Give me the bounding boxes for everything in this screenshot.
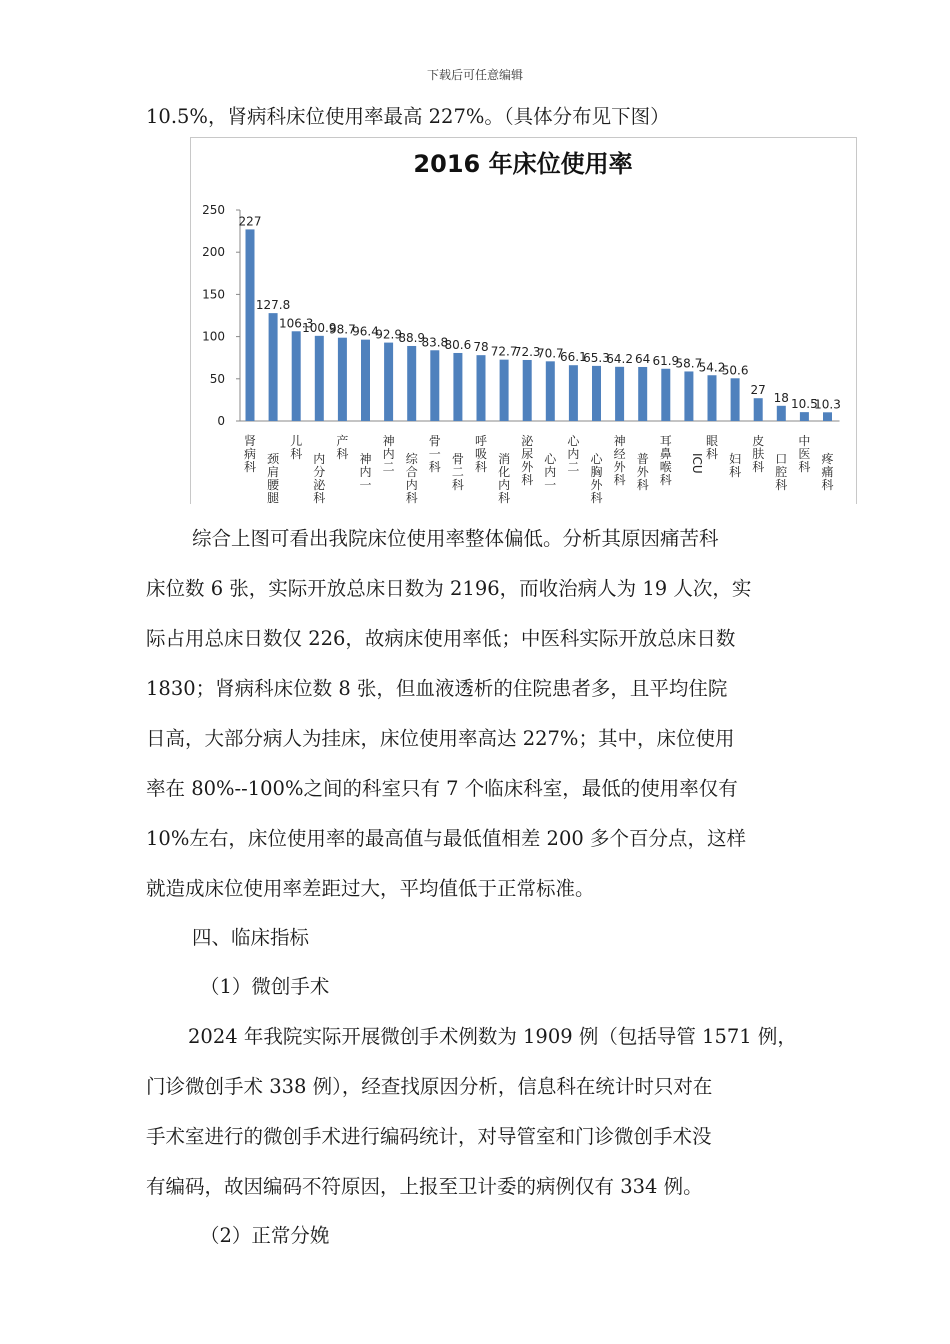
x-tick-label: 颈肩腰腿 <box>267 452 280 504</box>
x-tick-label: 口腔科 <box>775 452 788 492</box>
data-label: 72.3 <box>513 344 541 359</box>
data-label: 50.6 <box>721 363 749 378</box>
x-tick-label: 消化内科 <box>498 452 511 504</box>
y-tick-label: 150 <box>202 287 225 302</box>
paragraph-line: 际占用总床日数仅 226，故病床使用率低；中医科实际开放总床日数 <box>146 627 736 650</box>
data-label: 98.7 <box>329 322 356 337</box>
page-header-note: 下载后可任意编辑 <box>426 68 523 82</box>
y-tick-label: 250 <box>202 203 225 217</box>
x-tick-label: 神内二 <box>382 434 395 474</box>
chart-title: 2016 年床位使用率 <box>413 150 633 178</box>
data-label: 227 <box>238 214 262 229</box>
paragraph-line: 综合上图可看出我院床位使用率整体偏低。分析其原因痛苦科 <box>192 527 719 550</box>
bar <box>546 361 555 421</box>
x-tick-label: 中医科 <box>798 434 811 474</box>
bed-usage-chart <box>190 137 857 504</box>
x-tick-label: 肾病科 <box>243 434 257 474</box>
data-label: 92.9 <box>375 327 402 342</box>
bar <box>500 360 509 421</box>
bar <box>384 343 393 421</box>
data-label: 100.9 <box>302 320 337 335</box>
x-tick-label: 眼科 <box>705 434 719 461</box>
bar <box>615 367 624 421</box>
data-label: 80.6 <box>444 337 472 352</box>
data-label: 10.3 <box>814 397 841 412</box>
paragraph-line: 10%左右，床位使用率的最高值与最低值相差 200 多个百分点，这样 <box>146 827 746 850</box>
y-tick-label: 0 <box>217 414 225 428</box>
paragraph-line: 床位数 6 张，实际开放总床日数为 2196，而收治病人为 19 人次，实 <box>146 577 752 600</box>
section-heading-4: 四、临床指标 <box>192 926 310 949</box>
chart-canvas <box>191 138 856 504</box>
paragraph-line: 就造成床位使用率差距过大，平均值低于正常标准。 <box>146 877 595 900</box>
data-label: 54.2 <box>698 360 726 375</box>
bar <box>315 336 324 421</box>
y-tick-label: 200 <box>202 245 225 260</box>
data-label: 78 <box>473 340 489 355</box>
data-label: 65.3 <box>583 350 610 365</box>
paragraph-line: 1830；肾病科床位数 8 张，但血液透析的住院患者多，且平均住院 <box>146 677 728 700</box>
data-label: 88.9 <box>398 330 426 345</box>
intro-line: 10.5%，肾病科床位使用率最高 227%。（具体分布见下图） <box>146 105 670 128</box>
bar <box>523 360 532 421</box>
x-tick-label: 骨二科 <box>451 452 464 492</box>
bar <box>823 412 832 421</box>
bar <box>638 367 647 421</box>
data-label: 64.2 <box>606 351 633 366</box>
subheading-normal-delivery: （2）正常分娩 <box>200 1224 330 1247</box>
paragraph-line: 有编码，故因编码不符原因，上报至卫计委的病例仅有 334 例。 <box>146 1175 703 1198</box>
data-label: 70.7 <box>536 346 564 361</box>
x-tick-label: 综合内科 <box>405 452 418 504</box>
x-tick-label: 产科 <box>336 434 349 461</box>
x-tick-label: 皮肤科 <box>752 434 765 474</box>
data-label: 58.7 <box>675 356 703 371</box>
bar <box>569 365 578 421</box>
x-tick-label: 泌尿外科 <box>521 434 534 487</box>
x-tick-label: 妇科 <box>729 452 742 479</box>
paragraph-line: 率在 80%--100%之间的科室只有 7 个临床科室，最低的使用率仅有 <box>146 777 738 800</box>
x-tick-label: 儿科 <box>290 434 303 461</box>
paragraph-line: 手术室进行的微创手术进行编码统计，对导管室和门诊微创手术没 <box>146 1125 712 1148</box>
data-label: 61.9 <box>652 353 680 368</box>
data-label: 64 <box>635 351 651 366</box>
data-label: 27 <box>750 383 766 398</box>
data-label: 106.3 <box>279 316 314 331</box>
data-label: 96.4 <box>352 324 379 339</box>
x-tick-label: 内分泌科 <box>313 452 326 504</box>
y-tick-label: 100 <box>202 329 225 344</box>
paragraph-line: 2024 年我院实际开展微创手术例数为 1909 例（包括导管 1571 例， <box>188 1025 797 1048</box>
x-tick-label: 呼吸科 <box>474 434 488 474</box>
bar <box>777 406 786 421</box>
data-label: 10.5 <box>791 397 818 412</box>
bar <box>246 229 255 421</box>
bar <box>661 369 670 421</box>
bar <box>592 366 601 421</box>
bar <box>731 378 740 421</box>
x-tick-label: 神内一 <box>359 452 372 492</box>
bar <box>708 375 717 421</box>
paragraph-line: 日高，大部分病人为挂床，床位使用率高达 227%；其中，床位使用 <box>146 727 735 750</box>
x-tick-label: 心内二 <box>567 434 580 474</box>
bar <box>269 313 278 421</box>
bar <box>430 350 439 421</box>
bar <box>407 346 416 421</box>
bar <box>361 340 370 421</box>
bar <box>292 331 301 421</box>
x-tick-label: 心内一 <box>544 452 557 492</box>
y-tick-label: 50 <box>209 371 225 386</box>
bar <box>800 412 809 421</box>
x-tick-label: ICU <box>689 453 704 474</box>
data-label: 18 <box>773 390 789 405</box>
paragraph-line: 门诊微创手术 338 例），经查找原因分析，信息科在统计时只对在 <box>146 1075 713 1098</box>
x-tick-label: 疼痛科 <box>821 452 834 492</box>
x-tick-label: 神经外科 <box>613 434 626 487</box>
x-tick-label: 普外科 <box>636 452 649 492</box>
data-label: 66.1 <box>560 350 587 365</box>
x-tick-label: 心胸外科 <box>590 452 603 504</box>
data-label: 127.8 <box>255 298 291 313</box>
bar <box>684 371 693 421</box>
bar <box>338 338 347 421</box>
x-tick-label: 骨一科 <box>428 434 441 474</box>
data-label: 72.7 <box>490 344 518 359</box>
subheading-minimally-invasive: （1）微创手术 <box>200 975 330 998</box>
bar <box>477 355 486 421</box>
bar <box>453 353 462 421</box>
data-label: 83.8 <box>421 335 449 350</box>
bar <box>754 398 763 421</box>
x-tick-label: 耳鼻喉科 <box>659 434 672 487</box>
